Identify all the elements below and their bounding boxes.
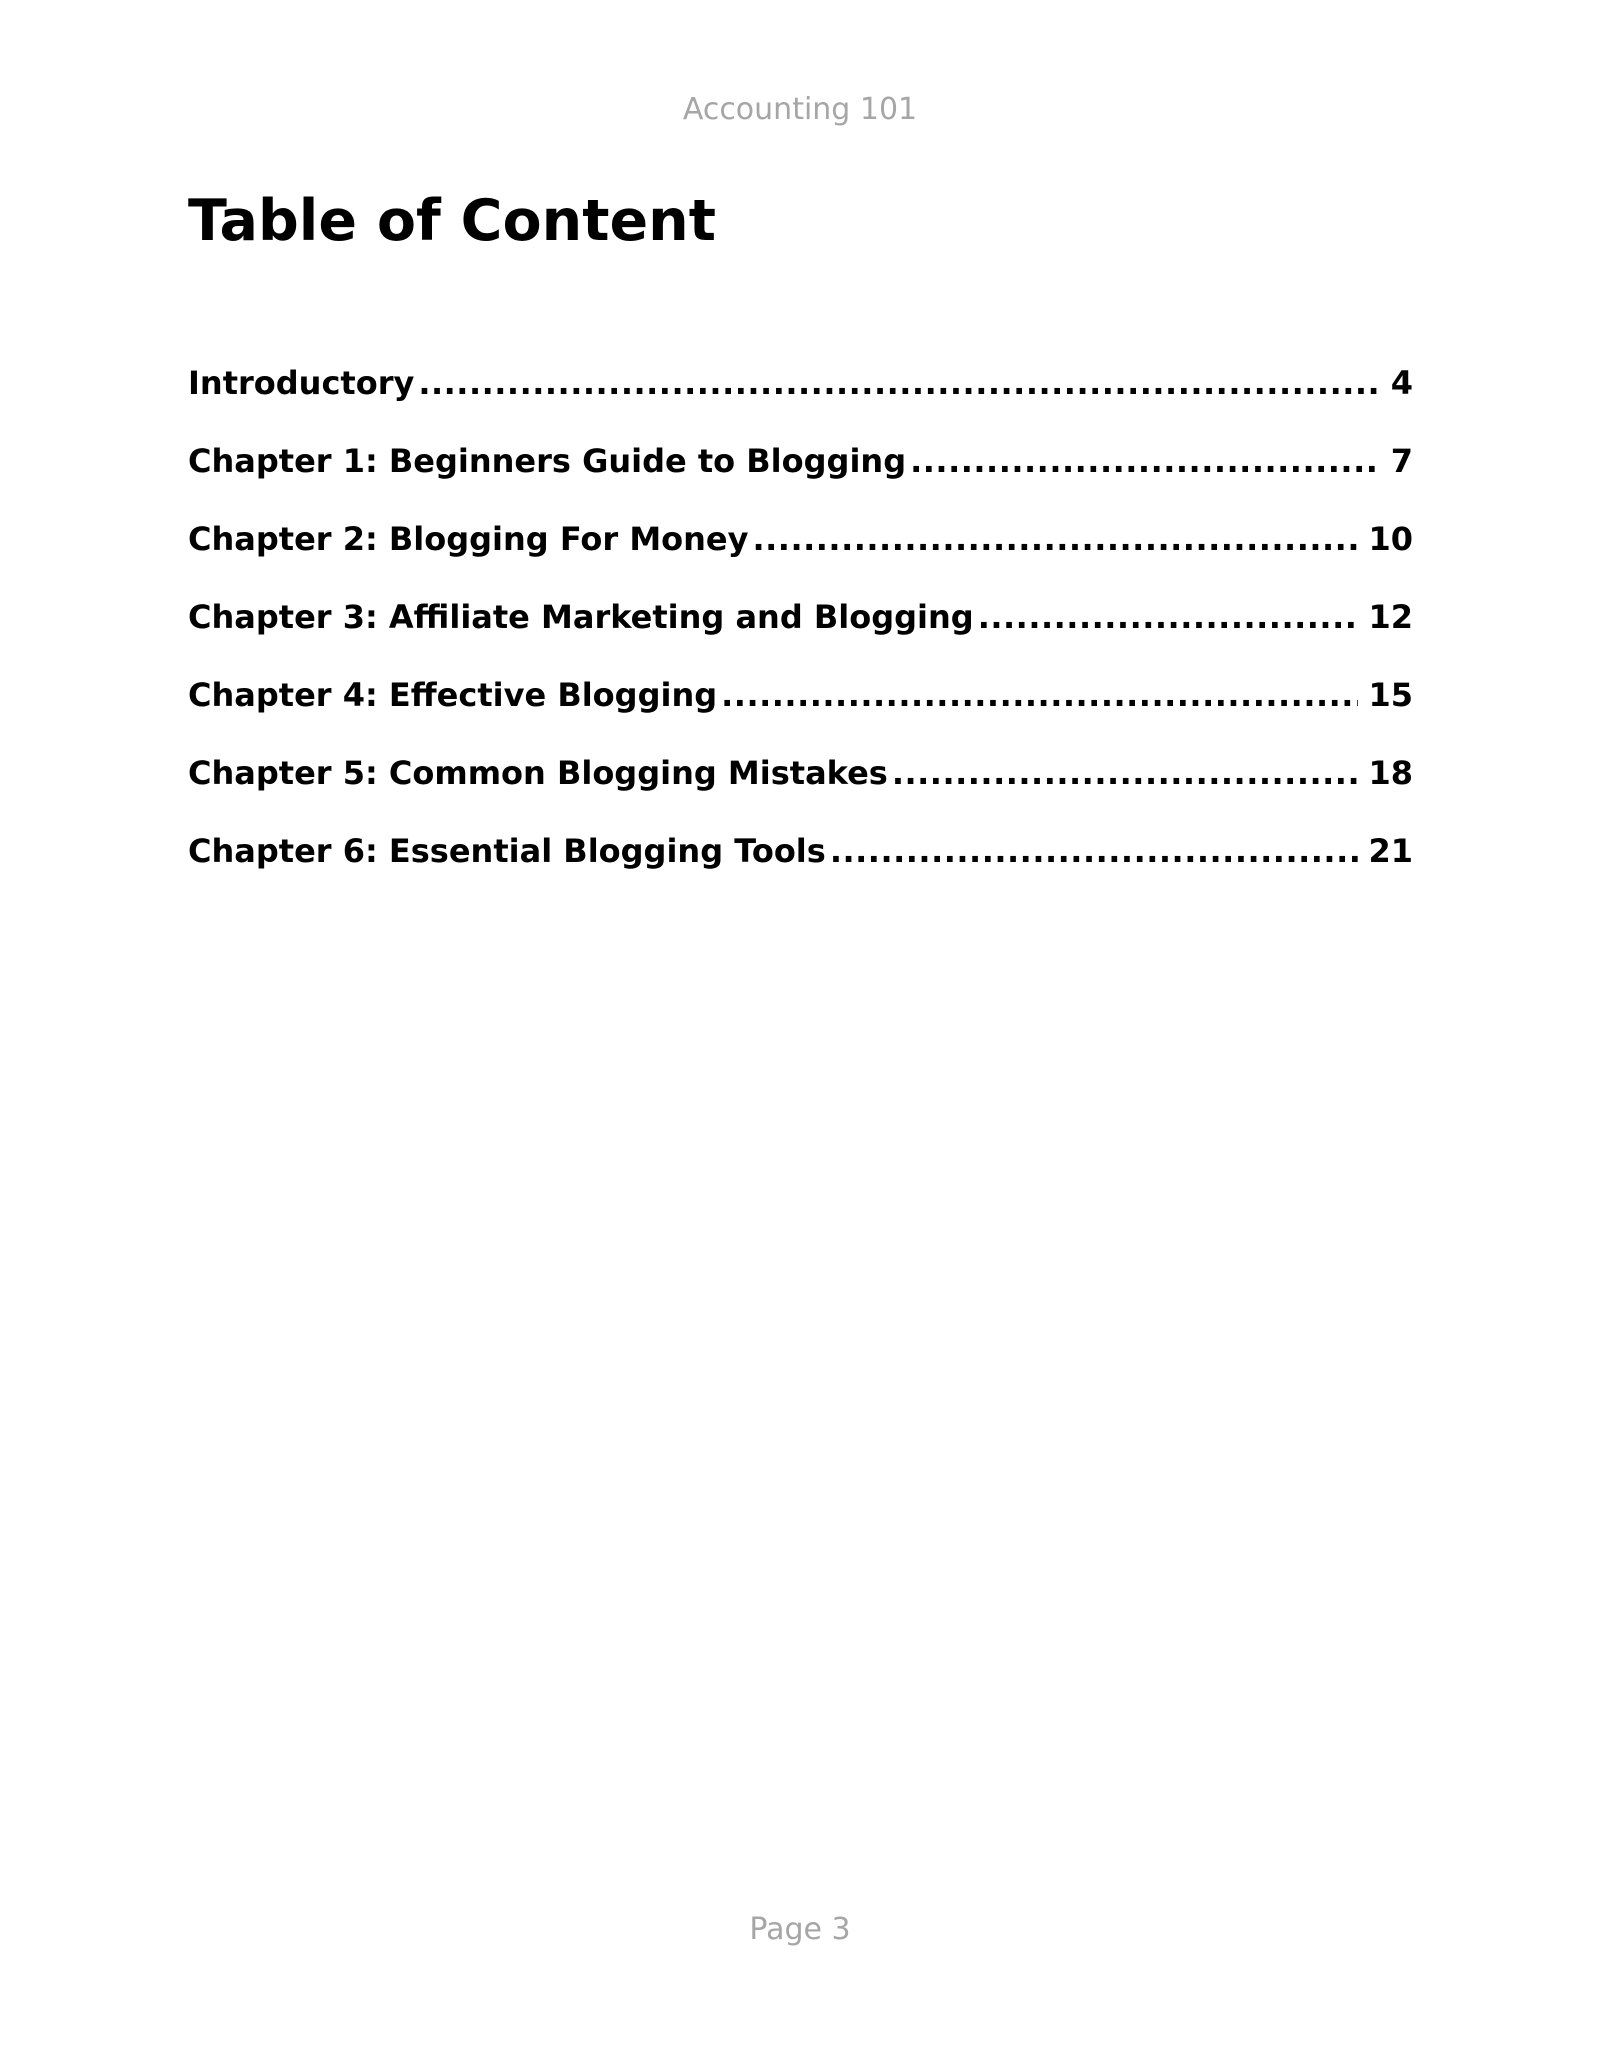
toc-page-number: 4 [1390, 364, 1413, 402]
page-number-footer: Page 3 [749, 1912, 851, 1947]
toc-entry-chapter-3[interactable] [188, 598, 1413, 676]
toc-entry-introductory[interactable] [188, 364, 1413, 442]
toc-page-number: 7 [1390, 442, 1413, 480]
toc-entry-chapter-2[interactable] [188, 520, 1413, 598]
toc-entry-chapter-6[interactable] [188, 832, 1413, 910]
toc-dot-leader [910, 442, 1381, 480]
toc-dot-leader [978, 598, 1359, 636]
toc-entry-chapter-1[interactable] [188, 442, 1413, 520]
toc-dot-leader [752, 520, 1358, 558]
toc-entry-chapter-5[interactable] [188, 754, 1413, 832]
toc-page-number: 10 [1368, 520, 1413, 558]
table-of-contents [188, 364, 1413, 910]
toc-entry-label: Chapter 3: Affiliate Marketing and Blogging [188, 598, 974, 636]
toc-page-number: 15 [1368, 676, 1413, 714]
toc-dot-leader [721, 676, 1358, 714]
toc-page-number: 12 [1368, 598, 1413, 636]
toc-dot-leader [418, 364, 1380, 402]
toc-entry-label: Introductory [188, 364, 415, 402]
toc-entry-label: Chapter 1: Beginners Guide to Blogging [188, 442, 907, 480]
toc-dot-leader [892, 754, 1359, 792]
toc-entry-label: Chapter 5: Common Blogging Mistakes [188, 754, 888, 792]
toc-page-number: 18 [1368, 754, 1413, 792]
running-header: Accounting 101 [682, 92, 918, 127]
toc-entry-label: Chapter 4: Effective Blogging [188, 676, 718, 714]
toc-entry-label: Chapter 6: Essential Blogging Tools [188, 832, 826, 870]
page-title: Table of Content [188, 188, 716, 254]
toc-entry-label: Chapter 2: Blogging For Money [188, 520, 749, 558]
toc-page-number: 21 [1368, 832, 1413, 870]
toc-entry-chapter-4[interactable] [188, 676, 1413, 754]
toc-dot-leader [830, 832, 1359, 870]
